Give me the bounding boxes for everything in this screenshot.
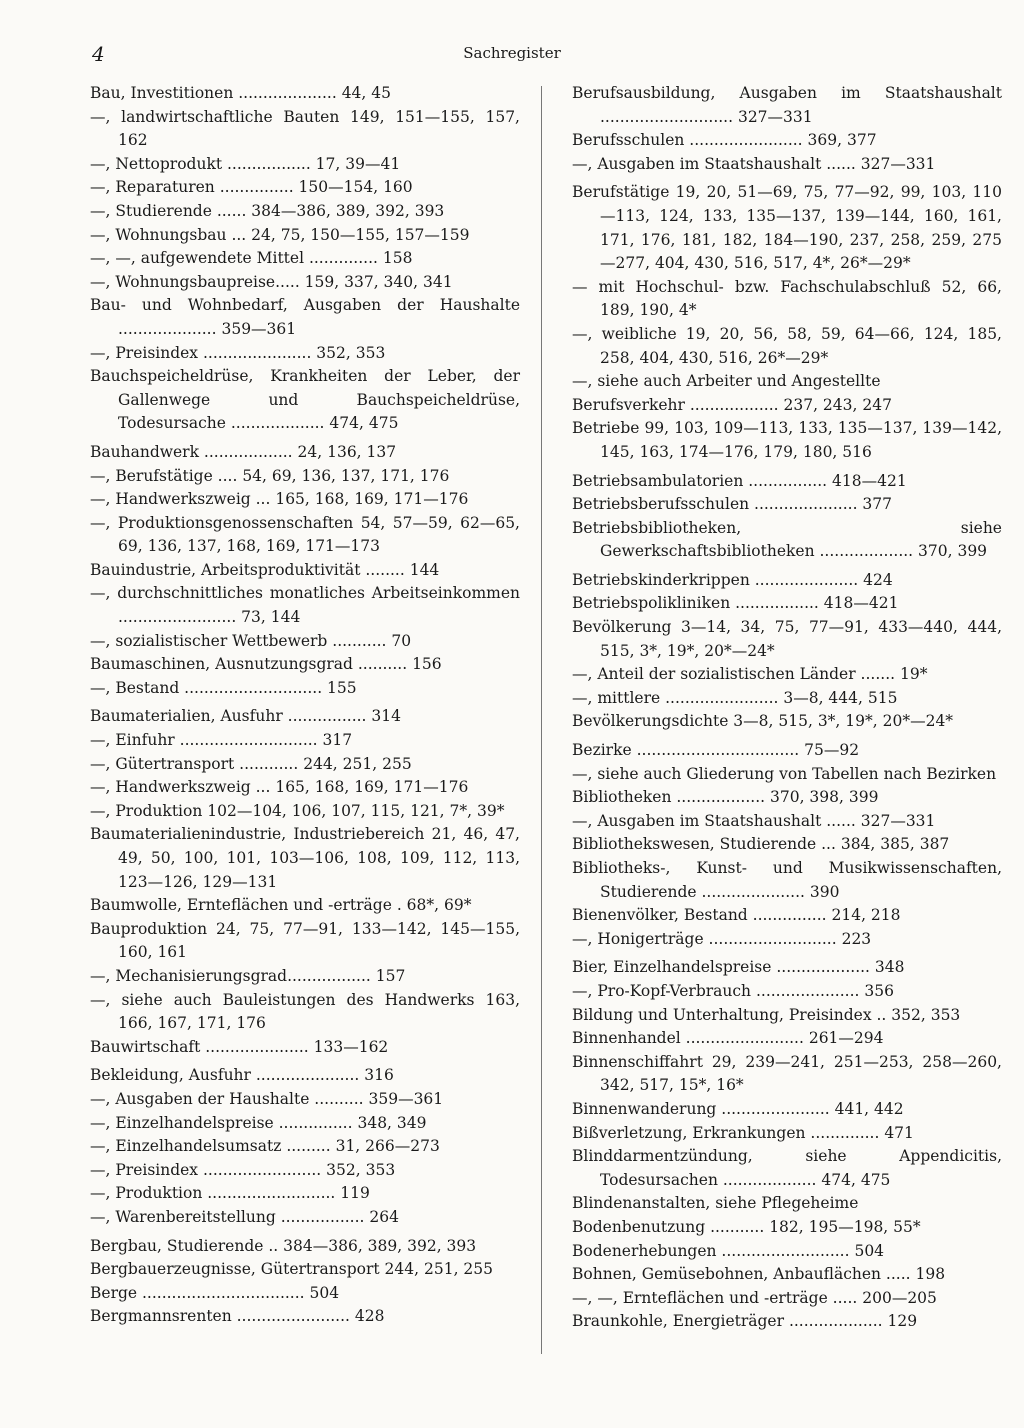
index-entry: Bienenvölker, Bestand ............... 214, 218 [572, 906, 901, 925]
index-entry: —, Honigerträge .......................... 223 [572, 929, 872, 948]
index-entry: —, Preisindex ...................... 352, 353 [90, 343, 386, 362]
index-entry: —, Studierende ...... 384—386, 389, 392, 393 [90, 201, 445, 220]
index-column-right [572, 82, 1002, 1334]
index-entry: Bauwirtschaft ..................... 133—162 [90, 1037, 389, 1056]
index-entry: —, mittlere ....................... 3—8, 444, 515 [572, 688, 898, 707]
running-title: Sachregister [463, 44, 561, 62]
index-entry: —, Wohnungsbaupreise..... 159, 337, 340, 341 [90, 272, 453, 291]
index-entry: Bevölkerung 3—14, 34, 75, 77—91, 433—440, 444, 515, 3*, 19*, 20*—24* [572, 618, 1002, 660]
index-entry: —, Einfuhr ............................ 317 [90, 731, 353, 750]
index-entry: Bauhandwerk .................. 24, 136, 137 [90, 442, 397, 461]
index-entry: Baumaterialienindustrie, Industriebereich 21, 46, 47, 49, 50, 100, 101, 103—106, 108, 109, 112, 113, 123—126, 129—131 [90, 825, 520, 891]
index-entry: —, Pro-Kopf-Verbrauch ..................... 356 [572, 981, 894, 1000]
index-entry: Bauindustrie, Arbeitsproduktivität ........ 144 [90, 560, 440, 579]
index-entry: —, Preisindex ........................ 352, 353 [90, 1160, 396, 1179]
index-entry: Betriebsambulatorien ................ 418—421 [572, 471, 907, 490]
index-entry: —, Ausgaben der Haushalte .......... 359—361 [90, 1089, 444, 1108]
index-entry: —, —, Ernteflächen und -erträge ..... 200—205 [572, 1288, 937, 1307]
index-entry: —, Warenbereitstellung ................. 264 [90, 1207, 399, 1226]
index-entry: —, Nettoprodukt ................. 17, 39—41 [90, 154, 401, 173]
index-entry: Bohnen, Gemüsebohnen, Anbauflächen ..... 198 [572, 1265, 946, 1284]
index-entry: —, Einzelhandelsumsatz ......... 31, 266—273 [90, 1137, 440, 1156]
index-entry: —, Produktionsgenossenschaften 54, 57—59, 62—65, 69, 136, 137, 168, 169, 171—173 [90, 513, 520, 556]
column-divider [541, 86, 542, 1354]
index-entry: Betriebspolikliniken ................. 418—421 [572, 594, 899, 613]
index-entry: Berufsausbildung, Ausgaben im Staatshaushalt ........................... 327—331 [572, 84, 1002, 126]
index-entry: Bibliothekswesen, Studierende ... 384, 385, 387 [572, 835, 950, 854]
index-entry: Betriebsberufsschulen ..................... 377 [572, 495, 893, 514]
index-entry: —, sozialistischer Wettbewerb ........... 70 [90, 631, 412, 650]
index-entry: —, Gütertransport ............ 244, 251, 255 [90, 754, 412, 773]
index-entry: —, siehe auch Arbeiter und Angestellte [572, 372, 881, 391]
index-entry: —, Ausgaben im Staatshaushalt ...... 327—331 [572, 154, 936, 173]
index-entry: Bibliotheken .................. 370, 398, 399 [572, 788, 879, 807]
index-entry: Bau- und Wohnbedarf, Ausgaben der Haushalte .................... 359—361 [90, 296, 520, 338]
index-entry: —, Wohnungsbau ... 24, 75, 150—155, 157—159 [90, 225, 470, 244]
index-entry: —, Einzelhandelspreise ............... 348, 349 [90, 1113, 427, 1132]
index-entry: Baumaschinen, Ausnutzungsgrad .......... 156 [90, 655, 442, 674]
index-entry: Betriebsbibliotheken, siehe Gewerkschaftsbibliotheken ................... 370, 399 [572, 518, 1002, 561]
index-entry: Berufsverkehr .................. 237, 243, 247 [572, 395, 892, 414]
index-entry: —, Mechanisierungsgrad................. 157 [90, 966, 406, 985]
index-entry: —, —, aufgewendete Mittel .............. 158 [90, 249, 413, 268]
index-entry: —, durchschnittliches monatliches Arbeitseinkommen ........................ 73, 144 [90, 584, 520, 627]
index-entry: Bezirke ................................. 75—92 [572, 741, 860, 760]
index-entry: Berufstätige 19, 20, 51—69, 75, 77—92, 99, 103, 110—113, 124, 133, 135—137, 139—144, 160, 161, 171, 176, 181, 182, 184—190, 237, 258, 259, 275—277, 404, 430, 516, 517, 4*, 26*—29* [572, 183, 1002, 273]
index-entry: —, Handwerkszweig ... 165, 168, 169, 171—176 [90, 778, 469, 797]
index-entry: Betriebe 99, 103, 109—113, 133, 135—137, 139—142, 145, 163, 174—176, 179, 180, 516 [572, 419, 1002, 461]
index-entry: Binnenschiffahrt 29, 239—241, 251—253, 258—260, 342, 517, 15*, 16* [572, 1052, 1002, 1095]
index-entry: Bodenerhebungen .......................... 504 [572, 1241, 885, 1260]
index-entry: —, siehe auch Bauleistungen des Handwerks 163, 166, 167, 171, 176 [90, 990, 520, 1033]
index-entry: Bergmannsrenten ....................... 428 [90, 1307, 385, 1326]
index-entry: —, Handwerkszweig ... 165, 168, 169, 171—176 [90, 490, 469, 509]
index-entry: Baumwolle, Ernteflächen und -erträge . 68*, 69* [90, 896, 472, 915]
index-entry: Bildung und Unterhaltung, Preisindex .. 352, 353 [572, 1005, 961, 1024]
index-column-left [90, 82, 520, 1329]
index-entry: —, Reparaturen ............... 150—154, 160 [90, 178, 413, 197]
index-entry: Berufsschulen ....................... 369, 377 [572, 131, 877, 150]
index-entry: Braunkohle, Energieträger ................... 129 [572, 1312, 918, 1331]
index-entry: Binnenhandel ........................ 261—294 [572, 1029, 884, 1048]
index-entry: Baumaterialien, Ausfuhr ................ 314 [90, 707, 401, 726]
index-entry: —, Produktion 102—104, 106, 107, 115, 121, 7*, 39* [90, 801, 505, 820]
index-entry: Bau, Investitionen .................... 44, 45 [90, 84, 391, 102]
index-entry: —, landwirtschaftliche Bauten 149, 151—155, 157, 162 [90, 107, 520, 150]
index-entry: Bodenbenutzung ........... 182, 195—198, 55* [572, 1217, 921, 1236]
index-entry: —, Produktion .......................... 119 [90, 1184, 370, 1203]
index-entry: Bauproduktion 24, 75, 77—91, 133—142, 145—155, 160, 161 [90, 919, 520, 962]
index-entry: —, siehe auch Gliederung von Tabellen nach Bezirken [572, 764, 997, 783]
index-entry: Bergbauerzeugnisse, Gütertransport 244, 251, 255 [90, 1260, 494, 1279]
index-entry: Bißverletzung, Erkrankungen .............. 471 [572, 1123, 914, 1142]
page-number: 4 [92, 42, 105, 66]
index-entry: —, Berufstätige .... 54, 69, 136, 137, 171, 176 [90, 466, 450, 485]
index-entry: Betriebskinderkrippen ..................... 424 [572, 570, 893, 589]
index-entry: —, Anteil der sozialistischen Länder ....... 19* [572, 665, 928, 684]
index-entry: Berge ................................. 504 [90, 1283, 340, 1302]
index-entry: —, Bestand ............................ 155 [90, 678, 357, 697]
index-entry: Blinddarmentzündung, siehe Appendicitis, Todesursachen ................... 474, 475 [572, 1147, 1002, 1189]
index-entry: Bibliotheks-, Kunst- und Musikwissenschaften, Studierende ..................... 390 [572, 859, 1002, 901]
index-entry: Blindenanstalten, siehe Pflegeheime [572, 1194, 859, 1213]
index-entry: Bevölkerungsdichte 3—8, 515, 3*, 19*, 20*—24* [572, 712, 954, 731]
index-entry: Bauchspeicheldrüse, Krankheiten der Leber, der Gallenwege und Bauchspeicheldrüse, Todesursache ................... 474, 475 [90, 367, 520, 433]
index-entry: Bergbau, Studierende .. 384—386, 389, 392, 393 [90, 1236, 477, 1255]
index-entry: Bier, Einzelhandelspreise ................... 348 [572, 958, 905, 977]
index-entry: —, Ausgaben im Staatshaushalt ...... 327—331 [572, 811, 936, 830]
index-entry: Bekleidung, Ausfuhr ..................... 316 [90, 1066, 394, 1085]
index-entry: Binnenwanderung ...................... 441, 442 [572, 1099, 904, 1118]
index-entry: — mit Hochschul- bzw. Fachschulabschluß 52, 66, 189, 190, 4* [572, 277, 1002, 320]
index-entry: —, weibliche 19, 20, 56, 58, 59, 64—66, 124, 185, 258, 404, 430, 516, 26*—29* [572, 324, 1002, 367]
